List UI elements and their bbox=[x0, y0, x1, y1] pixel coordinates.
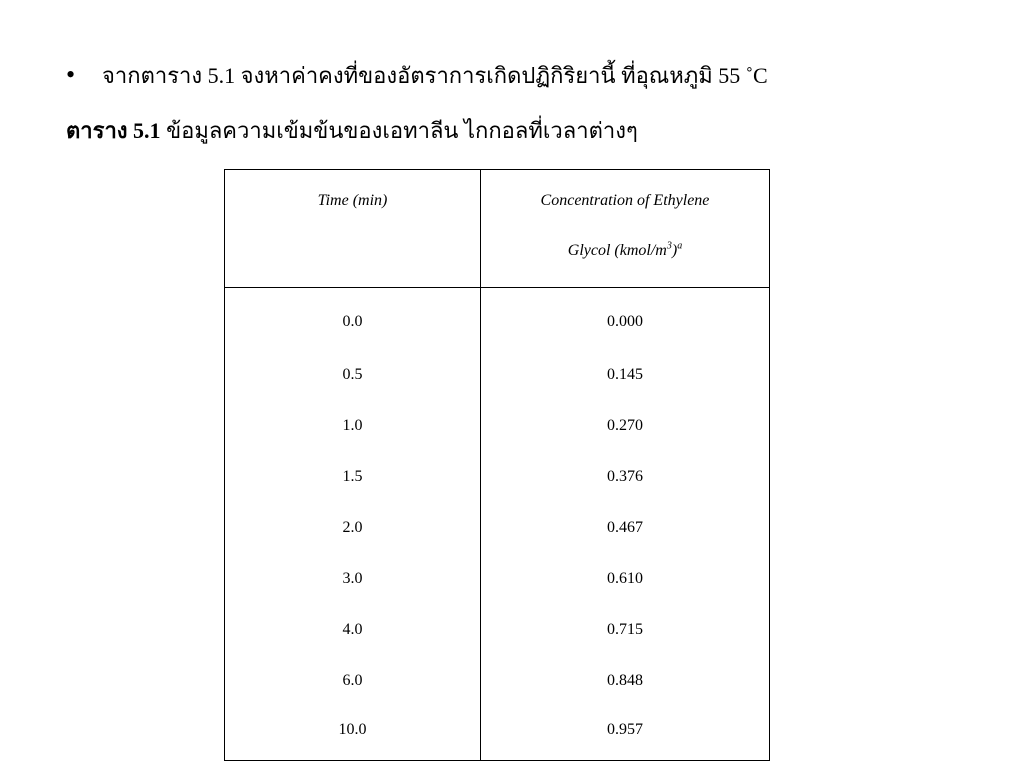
table-row bbox=[225, 502, 770, 553]
table-row bbox=[225, 706, 770, 761]
time-cell: 2.0 bbox=[225, 502, 481, 553]
concentration-cell: 0.957 bbox=[480, 706, 769, 761]
concentration-unit-text: Glycol (kmol/m bbox=[567, 242, 667, 259]
table-body bbox=[225, 288, 770, 761]
concentration-header-line1: Concentration of Ethylene bbox=[540, 192, 710, 209]
table-header-row bbox=[225, 170, 770, 288]
concentration-cell: 0.145 bbox=[480, 349, 769, 400]
table-row bbox=[225, 553, 770, 604]
concentration-cell: 0.848 bbox=[480, 655, 769, 706]
concentration-cell: 0.610 bbox=[480, 553, 769, 604]
time-cell: 1.5 bbox=[225, 451, 481, 502]
table-caption-label: ตาราง 5.1 bbox=[66, 118, 161, 143]
table-caption bbox=[66, 114, 638, 148]
time-cell: 6.0 bbox=[225, 655, 481, 706]
concentration-cell: 0.467 bbox=[480, 502, 769, 553]
time-cell: 4.0 bbox=[225, 604, 481, 655]
table-row bbox=[225, 349, 770, 400]
time-cell: 3.0 bbox=[225, 553, 481, 604]
unit-exponent: 3 bbox=[666, 240, 672, 252]
time-header-label: Time (min) bbox=[317, 192, 388, 209]
concentration-table bbox=[224, 169, 770, 761]
footnote-marker: a bbox=[677, 240, 683, 252]
time-cell: 1.0 bbox=[225, 400, 481, 451]
concentration-cell: 0.270 bbox=[480, 400, 769, 451]
question-text: จากตาราง 5.1 จงหาค่าคงที่ของอัตราการเกิดปฏิกิริยานี้ ที่อุณหภูมิ 55 ˚C bbox=[102, 63, 768, 88]
question-bullet bbox=[66, 58, 768, 93]
table-row bbox=[225, 655, 770, 706]
bullet-icon: • bbox=[66, 60, 76, 89]
concentration-column-header bbox=[480, 170, 769, 288]
time-cell: 0.0 bbox=[225, 288, 481, 350]
table-caption-text: ข้อมูลความเข้มข้นของเอทาลีน ไกกอลที่เวลาต่างๆ bbox=[160, 118, 638, 143]
concentration-header-line2 bbox=[485, 238, 765, 264]
table-row bbox=[225, 604, 770, 655]
concentration-cell: 0.376 bbox=[480, 451, 769, 502]
concentration-cell: 0.715 bbox=[480, 604, 769, 655]
time-cell: 10.0 bbox=[225, 706, 481, 761]
table-row bbox=[225, 451, 770, 502]
time-column-header bbox=[225, 170, 481, 288]
unit-close-paren: ) bbox=[671, 242, 678, 259]
table-row bbox=[225, 288, 770, 350]
time-cell: 0.5 bbox=[225, 349, 481, 400]
concentration-cell: 0.000 bbox=[480, 288, 769, 350]
table-row bbox=[225, 400, 770, 451]
